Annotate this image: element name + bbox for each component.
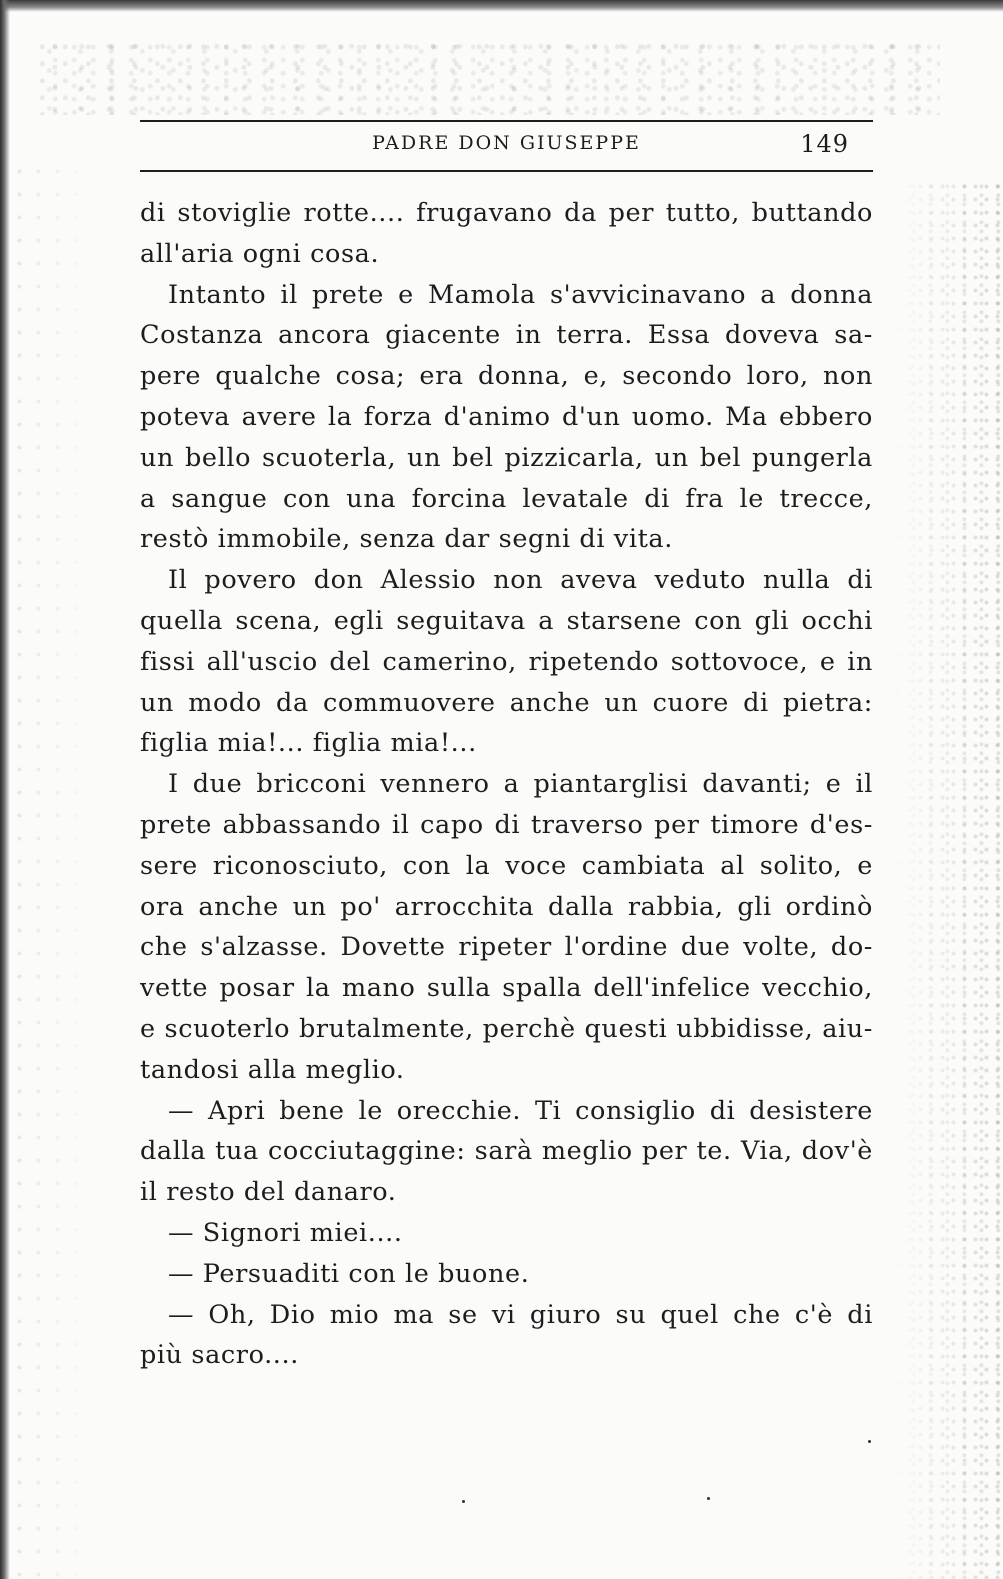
text-line: — Apri bene le orecchie. Ti consiglio di desistere (168, 1095, 873, 1126)
running-title: PADRE DON GIUSEPPE (372, 132, 641, 154)
text-line: un bello scuoterla, un bel pizzicarla, un bel pungerla (140, 442, 873, 473)
body-text (140, 193, 873, 1376)
text-line: poteva avere la forza d'animo d'un uomo. Ma ebbero (140, 401, 873, 432)
page-number: 149 (800, 130, 849, 158)
text-line: Il povero don Alessio non aveva veduto nulla di (168, 565, 873, 596)
text-line: a sangue con una forcina levatale di fra le trecce, (140, 483, 873, 514)
text-line: prete abbassando il capo di traverso per timore d'es- (140, 809, 873, 840)
text-line: pere qualche cosa; era donna, e, secondo loro, non (140, 361, 873, 392)
scan-speck (707, 1497, 710, 1500)
header-rule-bottom (140, 170, 873, 172)
text-line: — Signori miei.... (168, 1217, 403, 1248)
scan-speck (868, 1440, 871, 1443)
text-line: di stoviglie rotte.... frugavano da per tutto, buttando (140, 198, 873, 228)
text-line: e scuoterlo brutalmente, perchè questi ubbidisse, aiu- (140, 1013, 873, 1044)
scan-noise-left (10, 160, 100, 1579)
text-line: tandosi alla meglio. (140, 1054, 405, 1085)
scan-noise-right (893, 180, 1003, 1579)
text-line: quella scena, egli seguitava a starsene con gli occhi (140, 605, 873, 636)
text-line: fissi all'uscio del camerino, ripetendo sottovoce, e in (140, 646, 873, 677)
text-line: Costanza ancora giacente in terra. Essa doveva sa- (140, 320, 873, 351)
text-line: I due bricconi vennero a piantarglisi davanti; e il (168, 769, 873, 800)
text-line: il resto del danaro. (140, 1177, 397, 1208)
text-line: figlia mia!... figlia mia!... (140, 728, 477, 759)
text-line: un modo da commuovere anche un cuore di pietra: (140, 687, 873, 718)
header-rule-top (140, 120, 873, 122)
scan-edge-left (0, 0, 10, 1579)
text-line: più sacro.... (140, 1340, 299, 1371)
text-line: sere riconosciuto, con la voce cambiata al solito, e (140, 850, 873, 881)
running-head (140, 130, 873, 160)
text-line: vette posar la mano sulla spalla dell'infelice vecchio, (140, 973, 873, 1004)
scan-speck (462, 1500, 465, 1503)
scan-edge-top (0, 0, 1003, 12)
text-line: che s'alzasse. Dovette ripeter l'ordine due volte, do- (140, 932, 873, 963)
text-line: Intanto il prete e Mamola s'avvicinavano a donna (168, 279, 873, 310)
text-line: ora anche un po' arrocchita dalla rabbia, gli ordinò (140, 891, 873, 922)
text-line: restò immobile, senza dar segni di vita. (140, 524, 673, 555)
scan-noise-top (40, 40, 940, 115)
text-line: — Oh, Dio mio ma se vi giuro su quel che c'è di (168, 1299, 873, 1330)
text-line: dalla tua cocciutaggine: sarà meglio per te. Via, dov'è (140, 1136, 873, 1167)
text-line: — Persuaditi con le buone. (168, 1258, 530, 1289)
text-line: all'aria ogni cosa. (140, 238, 380, 269)
